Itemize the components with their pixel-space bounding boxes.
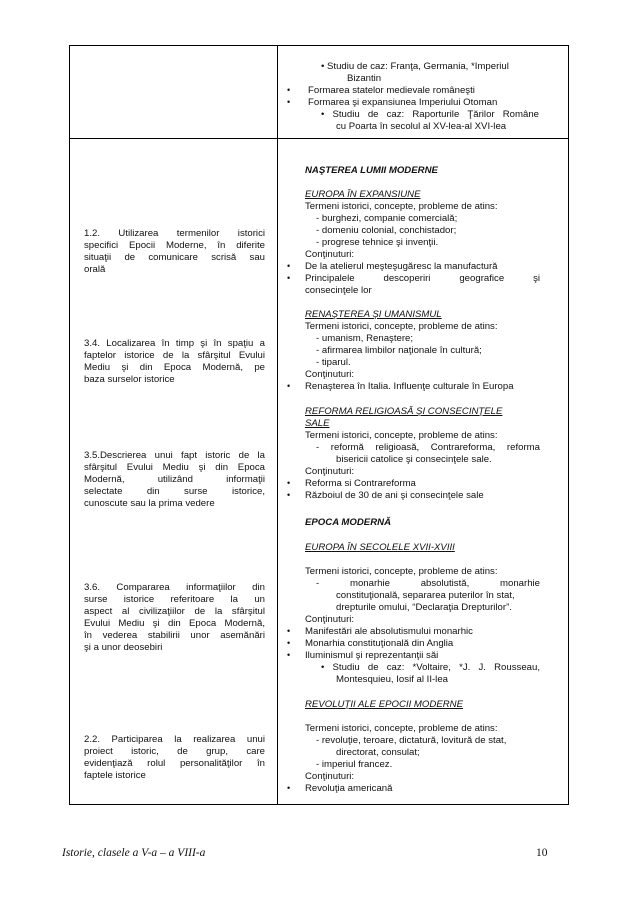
bullet-icon: •	[287, 783, 291, 793]
bullet-icon: •	[287, 650, 291, 660]
section-renasterea: RENAŞTEREA ŞI UMANISMUL	[305, 309, 442, 320]
bullet-icon: •	[287, 478, 291, 488]
bullet-icon: •	[287, 490, 291, 500]
bullet-icon: •	[287, 97, 291, 107]
heading-nasterea: NAŞTEREA LUMII MODERNE	[305, 165, 438, 176]
page-number: 10	[536, 847, 548, 859]
heading-epoca-moderna: EPOCA MODERNĂ	[305, 517, 391, 528]
row1-line5: • Studiu de caz: Raporturile Ţărilor Române	[321, 109, 539, 120]
bullet-icon: •	[287, 381, 291, 391]
row1-line2: Bizantin	[347, 73, 382, 84]
row1-line1: • Studiu de caz: Franţa, Germania, *Imperiul	[321, 61, 509, 72]
section-revolutii: REVOLUŢII ALE EPOCII MODERNE	[305, 699, 463, 710]
row-divider	[70, 138, 568, 139]
row1-line4: Formarea şi expansiunea Imperiului Otoman	[308, 97, 498, 108]
section-europa-expansiune: EUROPA ÎN EXPANSIUNE	[305, 189, 421, 200]
bullet-icon: •	[287, 261, 291, 271]
column-divider	[277, 46, 278, 804]
bullet-icon: •	[287, 626, 291, 636]
row1-line6: cu Poarta în secolul al XV-lea-al XVI-lea	[336, 121, 507, 132]
bullet-icon: •	[287, 638, 291, 648]
footer-title: Istorie, clasele a V-a – a VIII-a	[62, 847, 206, 859]
bullet-icon: •	[287, 85, 291, 95]
section-europa-secolele: EUROPA ÎN SECOLELE XVII-XVIII	[305, 542, 455, 553]
row1-line3: Formarea statelor medievale româneşti	[308, 85, 475, 96]
section-reforma: REFORMA RELIGIOASĂ ŞI CONSECINŢELE	[305, 406, 503, 417]
curriculum-table: • Studiu de caz: Franţa, Germania, *Imperiul Bizantin • Formarea statelor medievale româneşti • Formarea şi expansiunea Imperiului Otoman • Studiu de caz: Raporturile Ţărilor Române cu Poarta în secolul al XV-lea-al XVI-lea 1.2. Utilizarea termenilor istorici specifici Epocii Moderne, în diferite situaţii de comunicare scrisă sau orală 3.4. Localizarea în timp şi în spaţiu a faptelor istorice de la sfârşitul Evului Mediu şi din Epoca Modernă, pe baza surselor istorice 3.5.Descrierea unui fapt istoric de la sfârşitul Evului Mediu şi din Epoca Modernă, utilizând informaţii selectate din surse istorice, cunoscute sau la prima vedere 3.6. Compararea informaţiilor din surse istorice referitoare la un aspect al civilizaţiilor de la sfârşitul Evului Mediu şi din Epoca Modernă, în vederea stabilirii unor asemănări şi a unor deosebiri 2.2. Participarea la realizarea unui proiect istoric, de grup, care evidenţiază rolul personalităţilor în faptele istorice NAŞTEREA LUMII MODERNE EUROPA ÎN EXPANSIUNE Termeni istorici, concepte, probleme de atins: - burghezi, companie comercială; - domeniu colonial, conchistador; - progrese tehnice şi invenţii. Conţinuturi: • De la atelierul meşteşugăresc la manufactură • Principalele descoperiri geografice şi consecinţele lor RENAŞTEREA ŞI UMANISMUL Termeni istorici, concepte, probleme de atins: - umanism, Renaştere; - afirmarea limbilor naţionale în cultură; - tiparul. Conţinuturi: • Renaşterea în Italia. Influenţe culturale în Europa REFORMA RELIGIOASĂ ŞI CONSECINŢELE SALE Termeni istorici, concepte, probleme de atins: - reformă religioasă, Contrareforma, reforma bisericii catolice şi consecinţele sale. Conţinuturi: • Reforma si Contrareforma • Războiul de 30 de ani şi consecinţele sale EPOCA MODERNĂ EUROPA ÎN SECOLELE XVII-XVIII Termeni istorici, concepte, probleme de atins: - monarhie absolutistă, monarhie constituţională, separarea puterilor în stat, drepturile omului, “Declaraţia Drepturilor”. Conţinuturi: • Manifestări ale absolutismului monarhic • Monarhia constituţională din Anglia • Iluminismul şi reprezentanţii săi • Studiu de caz: *Voltaire, *J. J. Rousseau, Montesquieu, Iosif al II-lea REVOLUŢII ALE EPOCII MODERNE Termeni istorici, concepte, probleme de atins: - revoluţie, teroare, dictatură, lovitură de stat, directorat, consulat; - imperiul francez. Conţinuturi: • Revoluţia americană	[69, 45, 569, 805]
bullet-icon: •	[287, 273, 291, 283]
